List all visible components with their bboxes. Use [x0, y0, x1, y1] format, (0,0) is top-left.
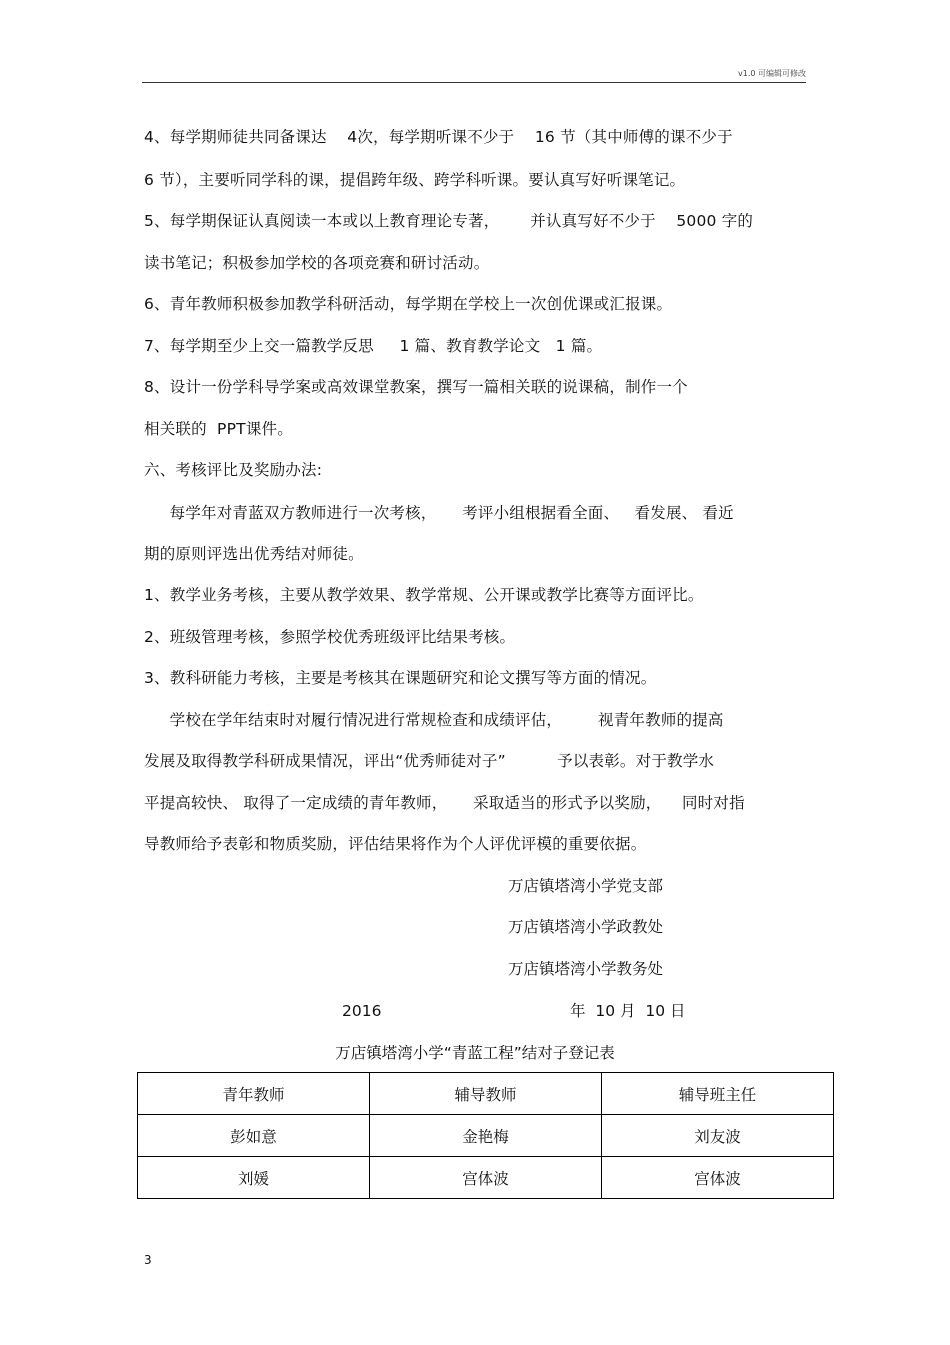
- body-line: 7、每学期至少上交一篇教学反思 1 篇、教育教学论文 1 篇。: [144, 337, 603, 355]
- body-line: 6、青年教师积极参加教学科研活动，每学期在学校上一次创优课或汇报课。: [144, 295, 673, 313]
- table-row: [138, 1115, 834, 1157]
- body-line: 2、班级管理考核，参照学校优秀班级评比结果考核。: [144, 628, 516, 646]
- body-line: 导教师给予表彰和物质奖励，评估结果将作为个人评优评模的重要依据。: [144, 835, 647, 853]
- signature-political-office: 万店镇塔湾小学政教处: [508, 918, 664, 936]
- page-number: 3: [144, 1253, 152, 1267]
- body-line: 4、每学期师徒共同备课达 4次，每学期听课不少于 16 节（其中师傅的课不少于: [144, 128, 733, 146]
- version-note: v1.0 可编辑可修改: [738, 69, 806, 78]
- header-young-teacher: 青年教师: [138, 1073, 370, 1115]
- body-line: 发展及取得教学科研成果情况，评出“优秀师徒对子” 予以表彰。对于教学水: [144, 752, 715, 770]
- signature-academic-office: 万店镇塔湾小学教务处: [508, 960, 664, 978]
- table-cell: 宫体波: [602, 1157, 834, 1199]
- table-cell: 刘友波: [602, 1115, 834, 1157]
- page-header: [142, 64, 806, 83]
- registration-table: [137, 1072, 834, 1199]
- table-title: 万店镇塔湾小学“青蓝工程”结对子登记表: [335, 1044, 615, 1062]
- body-line: 8、设计一份学科导学案或高效课堂教案，撰写一篇相关联的说课稿，制作一个: [144, 378, 688, 396]
- body-line: 相关联的 PPT课件。: [144, 420, 293, 438]
- table-cell: 彭如意: [138, 1115, 370, 1157]
- date-month-day: 年 10 月 10 日: [570, 1002, 686, 1020]
- body-line: 读书笔记；积极参加学校的各项竞赛和研讨活动。: [144, 254, 490, 272]
- body-line: 5、每学期保证认真阅读一本或以上教育理论专著， 并认真写好不少于 5000 字的: [144, 212, 754, 230]
- signature-party-branch: 万店镇塔湾小学党支部: [508, 877, 664, 895]
- date-year: 2016: [342, 1002, 382, 1020]
- table-header-row: [138, 1073, 834, 1115]
- table-cell: 宫体波: [370, 1157, 602, 1199]
- header-mentor-teacher: 辅导教师: [370, 1073, 602, 1115]
- section-heading: 六、考核评比及奖励办法:: [144, 461, 323, 479]
- body-line: 每学年对青蓝双方教师进行一次考核， 考评小组根据看全面、 看发展、 看近: [144, 504, 734, 522]
- table-cell: 刘媛: [138, 1157, 370, 1199]
- table-row: [138, 1157, 834, 1199]
- body-line: 1、教学业务考核，主要从教学效果、教学常规、公开课或教学比赛等方面评比。: [144, 586, 704, 604]
- body-line: 学校在学年结束时对履行情况进行常规检查和成绩评估， 视青年教师的提高: [144, 711, 724, 729]
- body-line: 6 节），主要听同学科的课，提倡跨年级、跨学科听课。要认真写好听课笔记。: [144, 171, 686, 189]
- body-line: 3、教科研能力考核，主要是考核其在课题研究和论文撰写等方面的情况。: [144, 669, 657, 687]
- table-cell: 金艳梅: [370, 1115, 602, 1157]
- header-mentor-head-teacher: 辅导班主任: [602, 1073, 834, 1115]
- body-line: 期的原则评选出优秀结对师徒。: [144, 545, 364, 563]
- body-line: 平提高较快、 取得了一定成绩的青年教师， 采取适当的形式予以奖励， 同时对指: [144, 794, 745, 812]
